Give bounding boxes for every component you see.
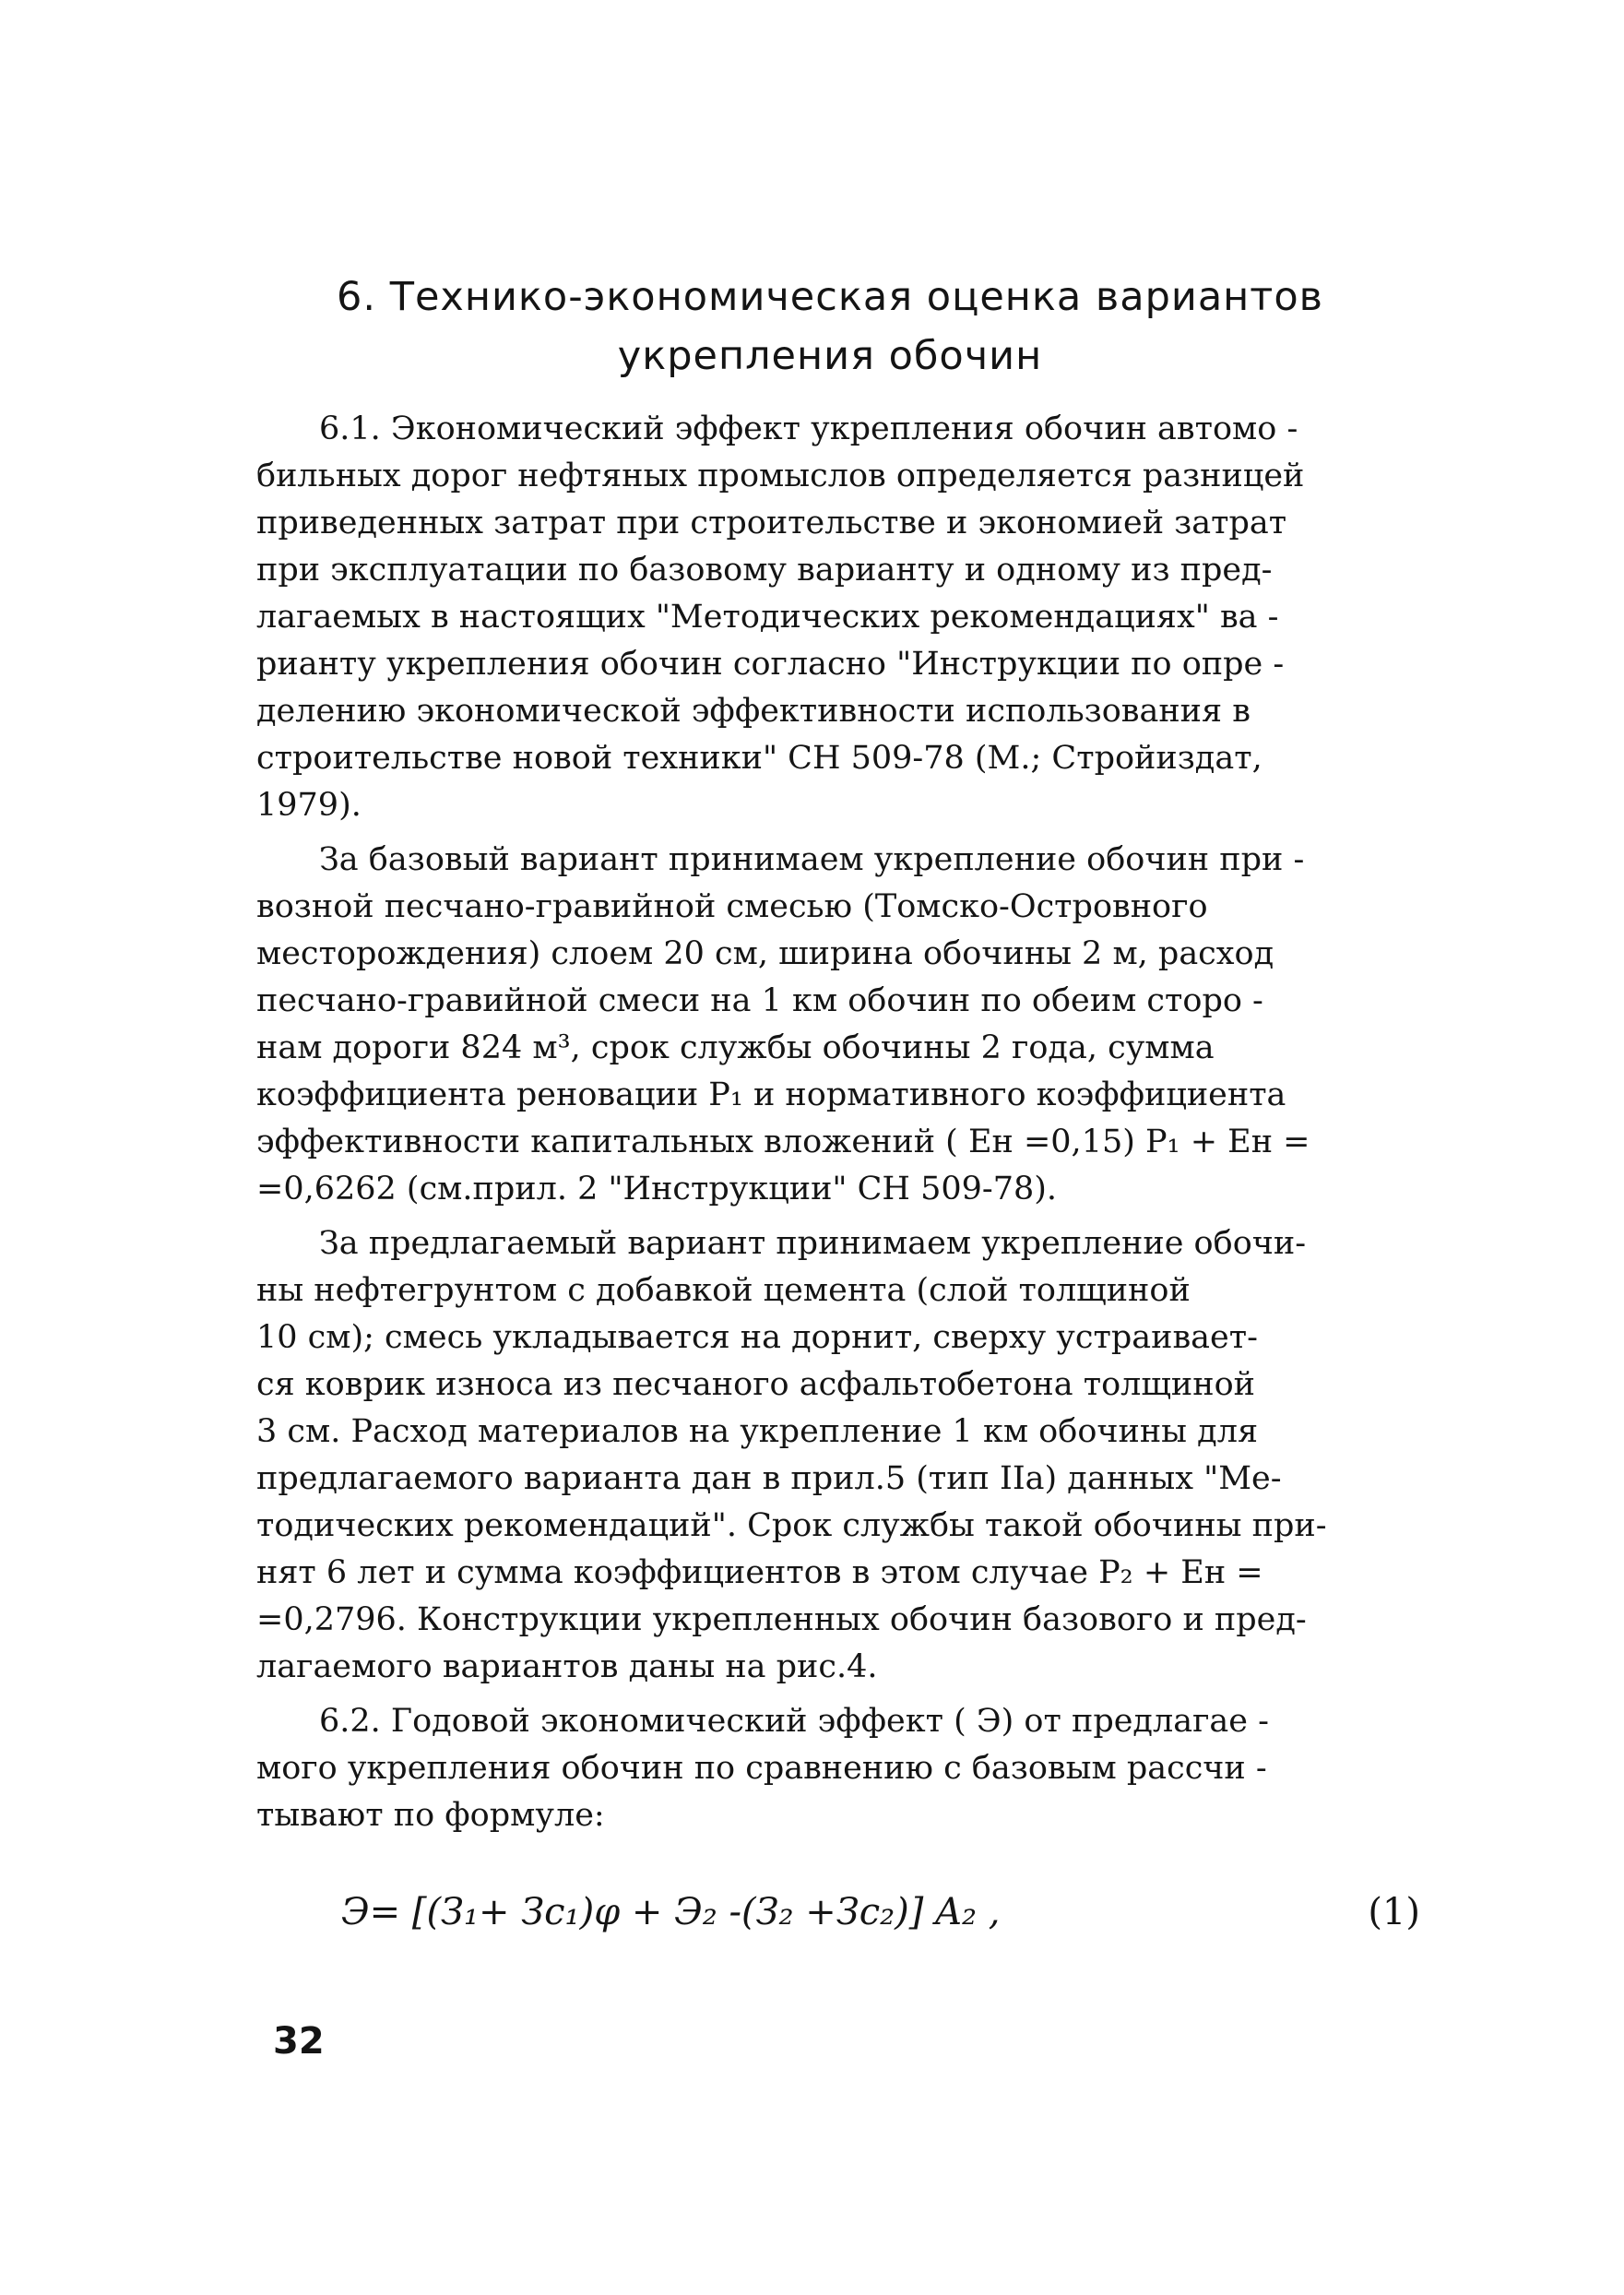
text-line: тывают по формуле: <box>256 1797 605 1834</box>
text-line: 6.2. Годовой экономический эффект ( Э) от предлагае - <box>319 1703 1269 1740</box>
heading-line-1: 6. Технико-экономическая оценка вариантов <box>337 274 1323 320</box>
text-line: коэффициента реновации P₁ и нормативного коэффициента <box>256 1076 1286 1113</box>
heading-line-2: укрепления обочин <box>617 333 1043 379</box>
text-line: рианту укрепления обочин согласно "Инструкции по опре - <box>256 646 1285 683</box>
paragraph-proposed-variant <box>256 1220 1455 1691</box>
paragraph-6-2 <box>256 1698 1455 1839</box>
text-line: ны нефтегрунтом с добавкой цемента (слой толщиной <box>256 1272 1191 1309</box>
text-line: строительстве новой техники" СН 509-78 (М.; Стройиздат, <box>256 740 1262 777</box>
text-line: делению экономической эффективности использования в <box>256 693 1251 730</box>
text-line: =0,6262 (см.прил. 2 "Инструкции" СН 509-78). <box>256 1171 1058 1207</box>
text-line: месторождения) слоем 20 см, ширина обочины 2 м, расход <box>256 935 1274 972</box>
page-number: 32 <box>273 2020 325 2063</box>
text-line: тодических рекомендаций". Срок службы такой обочины при- <box>256 1507 1327 1544</box>
text-line: За предлагаемый вариант принимаем укрепление обочи- <box>319 1225 1307 1262</box>
body-text <box>256 406 1455 1847</box>
text-line: 3 см. Расход материалов на укрепление 1 км обочины для <box>256 1413 1259 1450</box>
paragraph-base-variant <box>256 837 1455 1213</box>
text-line: мого укрепления обочин по сравнению с базовым рассчи - <box>256 1750 1267 1787</box>
text-line: лагаемых в настоящих "Методических рекомендациях" ва - <box>256 599 1279 636</box>
text-line: 6.1. Экономический эффект укрепления обочин автомо - <box>319 410 1298 447</box>
text-line: возной песчано-гравийной смесью (Томско-Островного <box>256 888 1208 925</box>
formula-expression: Э= [(З₁+ Зс₁)φ + Э₂ -(З₂ +Зс₂)] A₂ , <box>341 1891 1001 1933</box>
text-line: песчано-гравийной смеси на 1 км обочин по обеим сторо - <box>256 982 1263 1019</box>
text-line: ся коврик износа из песчаного асфальтобетона толщиной <box>256 1366 1255 1403</box>
text-line: 1979). <box>256 787 362 824</box>
text-line: эффективности капитальных вложений ( Eн =0,15) P₁ + Eн = <box>256 1124 1310 1160</box>
text-line: За базовый вариант принимаем укрепление обочин при - <box>319 841 1305 878</box>
text-line: =0,2796. Конструкции укрепленных обочин базового и пред- <box>256 1601 1307 1638</box>
text-line: бильных дорог нефтяных промыслов определяется разницей <box>256 458 1305 494</box>
text-line: лагаемого вариантов даны на рис.4. <box>256 1648 878 1685</box>
text-line: нам дороги 824 м³, срок службы обочины 2 года, сумма <box>256 1029 1215 1066</box>
paragraph-6-1 <box>256 406 1455 829</box>
text-line: нят 6 лет и сумма коэффициентов в этом случае P₂ + Eн = <box>256 1554 1263 1591</box>
formula-1 <box>341 1882 1420 1956</box>
text-line: приведенных затрат при строительстве и экономией затрат <box>256 505 1287 541</box>
section-heading <box>277 268 1383 386</box>
text-line: 10 см); смесь укладывается на дорнит, сверху устраивает- <box>256 1319 1258 1356</box>
formula-number: (1) <box>1368 1891 1420 1933</box>
text-line: при эксплуатации по базовому варианту и одному из пред- <box>256 552 1273 589</box>
text-line: предлагаемого варианта дан в прил.5 (тип IIа) данных "Ме- <box>256 1460 1282 1497</box>
